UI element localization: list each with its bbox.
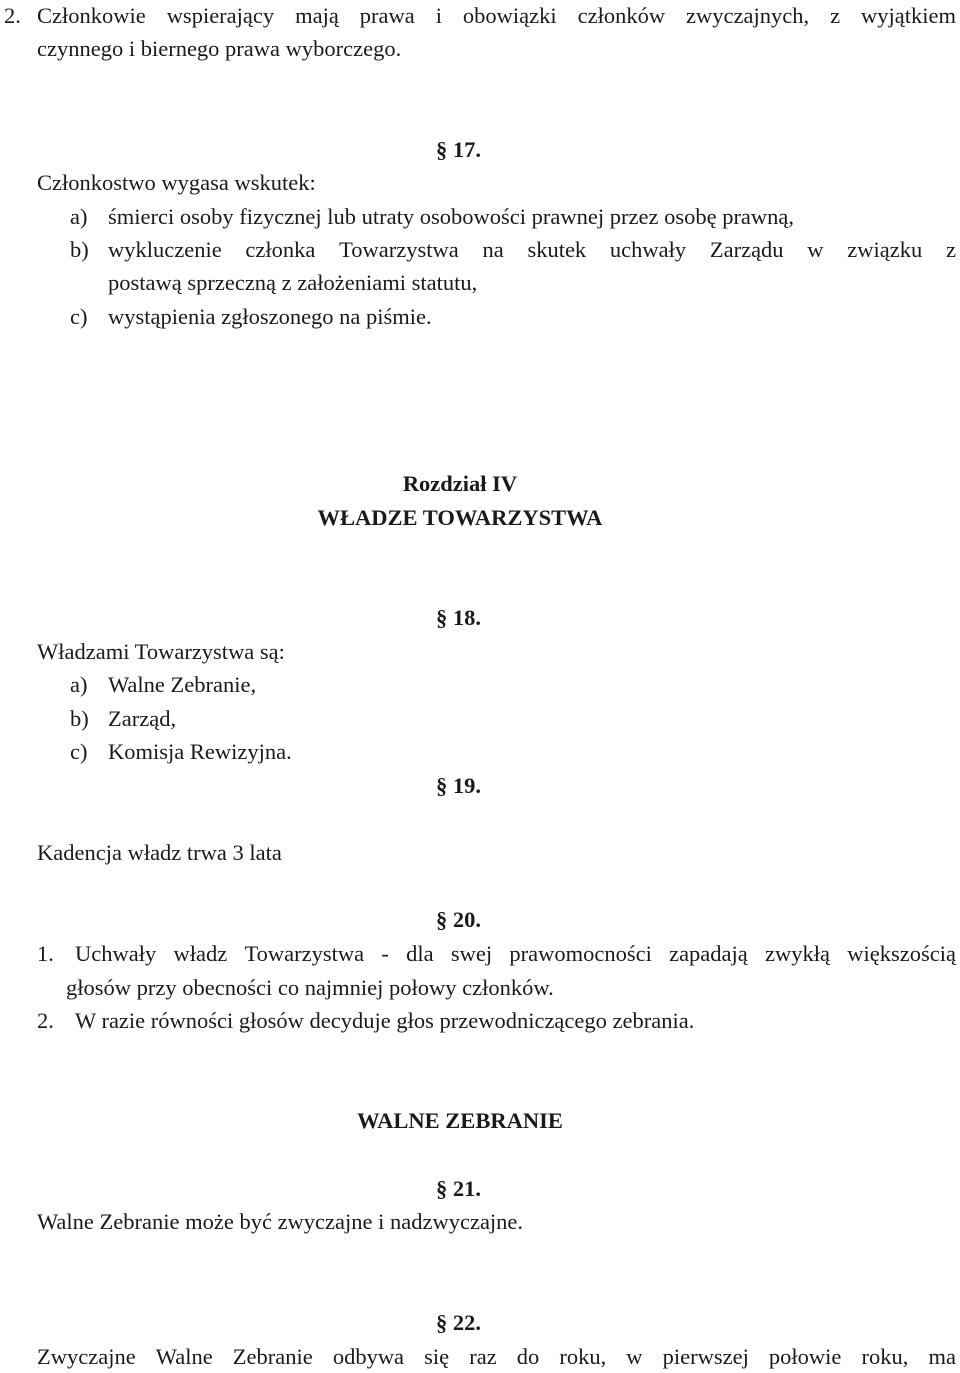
paragraph-heading: § 19. xyxy=(436,773,481,798)
justified-line: Członkowie wspierający mają prawa i obowiązki członków zwyczajnych, z wyjątkiem xyxy=(37,3,956,28)
list-item: wystąpienia zgłoszonego na piśmie. xyxy=(108,304,432,329)
list-item-continuation: postawą sprzeczną z założeniami statutu, xyxy=(108,270,478,295)
list-item: Zarząd, xyxy=(108,706,177,731)
justified-line: Zwyczajne Walne Zebranie odbywa się raz do roku, w pierwszej połowie roku, ma xyxy=(37,1344,956,1369)
paragraph-text: Walne Zebranie może być zwyczajne i nadzwyczajne. xyxy=(37,1209,524,1234)
paragraph-heading: § 17. xyxy=(436,137,481,162)
item-number: 2. xyxy=(4,3,21,28)
list-marker: 1. xyxy=(37,941,54,966)
paragraph-text: Kadencja władz trwa 3 lata xyxy=(37,840,282,865)
list-marker: c) xyxy=(70,739,88,764)
list-marker: c) xyxy=(70,304,88,329)
justified-line: Uchwały władz Towarzystwa - dla swej prawomocności zapadają zwykłą większością xyxy=(75,941,956,966)
paragraph-heading: § 22. xyxy=(436,1310,481,1335)
section-title: WALNE ZEBRANIE xyxy=(357,1108,563,1133)
list-item: Komisja Rewizyjna. xyxy=(108,739,292,764)
paragraph-heading: § 18. xyxy=(436,605,481,630)
paragraph-heading: § 20. xyxy=(436,907,481,932)
list-item: śmierci osoby fizycznej lub utraty osobowości prawnej przez osobę prawną, xyxy=(108,204,795,229)
list-marker: b) xyxy=(70,706,89,731)
list-marker: 2. xyxy=(37,1008,54,1033)
list-item-continuation: głosów przy obecności co najmniej połowy członków. xyxy=(66,975,554,1000)
paragraph-intro: Władzami Towarzystwa są: xyxy=(37,639,285,664)
paragraph-intro: Członkostwo wygasa wskutek: xyxy=(37,170,316,195)
list-marker: a) xyxy=(70,672,88,697)
chapter-title: Rozdział IV xyxy=(402,471,518,496)
list-item: Walne Zebranie, xyxy=(108,672,257,697)
justified-line: wykluczenie członka Towarzystwa na skutek uchwały Zarządu w związku z xyxy=(108,237,956,262)
text-line: czynnego i biernego prawa wyborczego. xyxy=(37,36,402,61)
chapter-subtitle: WŁADZE TOWARZYSTWA xyxy=(317,505,603,530)
paragraph-heading: § 21. xyxy=(436,1176,481,1201)
list-marker: a) xyxy=(70,204,88,229)
list-item: W razie równości głosów decyduje głos przewodniczącego zebrania. xyxy=(75,1008,695,1033)
list-marker: b) xyxy=(70,237,89,262)
